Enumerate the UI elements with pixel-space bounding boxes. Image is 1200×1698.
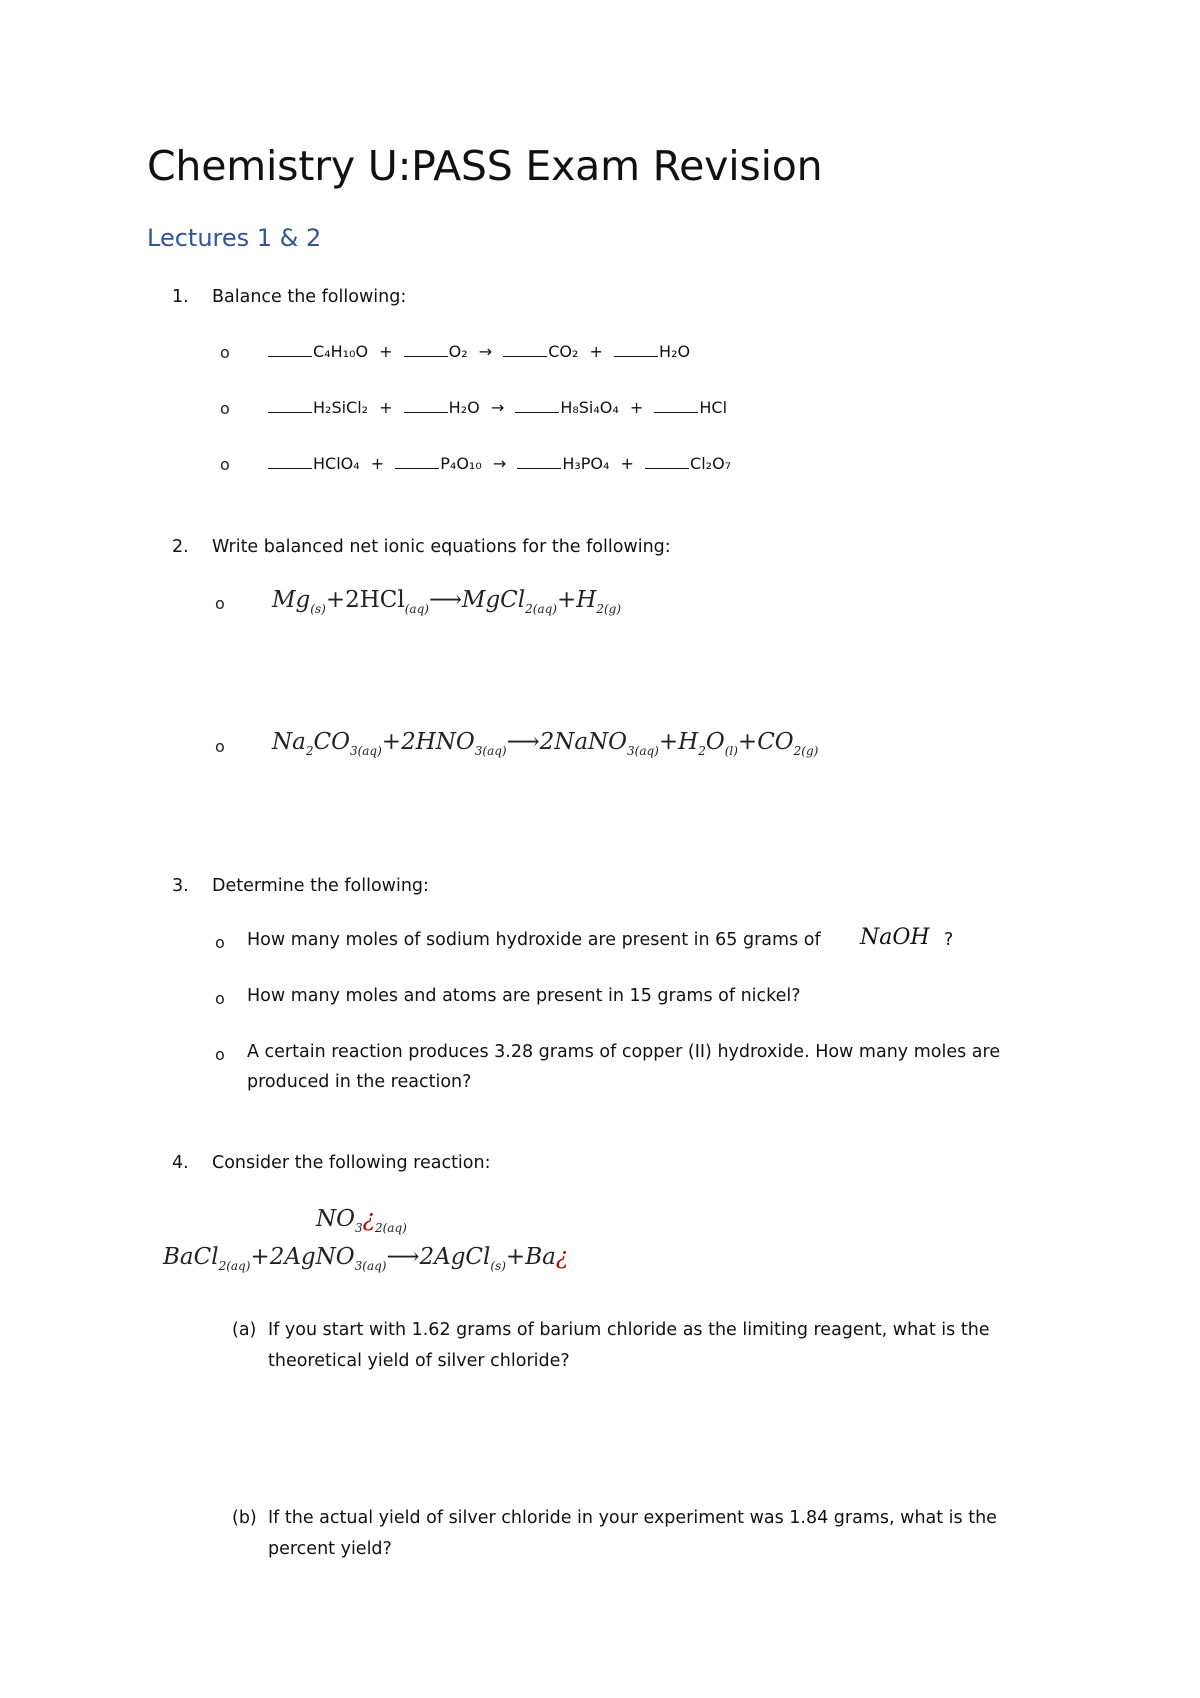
answer-blank[interactable]	[395, 454, 439, 469]
arrow-sign: →	[478, 342, 493, 361]
eq-subscript: 2(g)	[596, 602, 622, 616]
bullet-marker: o	[215, 989, 225, 1008]
eq-subscript: 3(aq)	[627, 744, 659, 758]
naoh-formula: NaOH	[860, 925, 930, 950]
eq-term: Na	[272, 729, 306, 755]
eq-subscript: 2(g)	[793, 744, 819, 758]
eq-term: ¿	[362, 1206, 375, 1232]
question-3-text: Determine the following:	[212, 876, 429, 896]
bullet-marker: o	[220, 455, 230, 474]
eq-term: ⟶MgCl	[428, 587, 526, 613]
part-b-line-1: If the actual yield of silver chloride in your experiment was 1.84 grams, what is the	[268, 1508, 997, 1528]
product: H₂O	[659, 342, 691, 361]
answer-blank[interactable]	[268, 454, 312, 469]
eq-term: O	[705, 729, 725, 755]
product: Cl₂O₇	[690, 454, 732, 473]
reactant: O₂	[448, 342, 468, 361]
eq-subscript: (l)	[724, 744, 738, 758]
question-4-text: Consider the following reaction:	[212, 1153, 491, 1173]
part-b-label: (b)	[232, 1508, 257, 1528]
eq-subscript: (s)	[490, 1259, 506, 1273]
plus-sign: +	[589, 342, 603, 361]
eq-subscript: (aq)	[404, 602, 429, 616]
arrow-sign: →	[492, 454, 507, 473]
question-3-item-3-line-2: produced in the reaction?	[247, 1072, 472, 1092]
reactant: H₂SiCl₂	[313, 398, 369, 417]
eq-subscript: 2	[305, 744, 314, 758]
eq-term: +CO	[737, 729, 794, 755]
eq-subscript: 2(aq)	[218, 1259, 251, 1273]
eq-term: +H	[658, 729, 699, 755]
part-b-line-2: percent yield?	[268, 1539, 392, 1559]
reactant: C₄H₁₀O	[313, 342, 369, 361]
question-4-number: 4.	[172, 1153, 189, 1173]
balance-equation-3	[268, 454, 731, 473]
product: H₈Si₄O₄	[560, 398, 619, 417]
reactant: P₄O₁₀	[440, 454, 482, 473]
question-3-number: 3.	[172, 876, 189, 896]
answer-blank[interactable]	[515, 398, 559, 413]
answer-blank[interactable]	[645, 454, 689, 469]
eq-term: ¿	[555, 1244, 569, 1270]
reaction-equation-main	[163, 1244, 568, 1273]
product: CO₂	[548, 342, 579, 361]
answer-blank[interactable]	[614, 342, 658, 357]
ionic-equation-2	[272, 729, 818, 758]
eq-subscript: 3(aq)	[349, 744, 382, 758]
question-2-number: 2.	[172, 537, 189, 557]
plus-sign: +	[629, 398, 644, 417]
eq-subscript: 2(aq)	[525, 602, 557, 616]
question-3-item-3-line-1: A certain reaction produces 3.28 grams of copper (II) hydroxide. How many moles are	[247, 1042, 1001, 1062]
answer-blank[interactable]	[503, 342, 547, 357]
question-2-text: Write balanced net ionic equations for the following:	[212, 537, 671, 557]
plus-sign: +	[379, 342, 393, 361]
answer-blank[interactable]	[268, 398, 312, 413]
part-a-label: (a)	[232, 1320, 257, 1340]
balance-equation-1	[268, 342, 690, 361]
ionic-equation-1	[272, 587, 621, 616]
eq-term: BaCl	[163, 1244, 219, 1270]
part-a-line-2: theoretical yield of silver chloride?	[268, 1351, 570, 1371]
reaction-equation-top	[316, 1206, 407, 1235]
reactant: H₂O	[448, 398, 480, 417]
eq-term: ⟶2NaNO	[506, 729, 628, 755]
question-3-item-2: How many moles and atoms are present in 15 grams of nickel?	[247, 986, 801, 1006]
question-3-item-1: How many moles of sodium hydroxide are present in 65 grams of	[247, 930, 821, 950]
plus-sign: +	[370, 454, 385, 473]
question-mark: ?	[944, 930, 954, 950]
reactant: HClO₄	[313, 454, 360, 473]
eq-term: Mg	[272, 587, 311, 613]
eq-term: +Ba	[505, 1244, 556, 1270]
plus-sign: +	[379, 398, 393, 417]
bullet-marker: o	[215, 1045, 225, 1064]
product: HCl	[699, 398, 728, 417]
bullet-marker: o	[215, 594, 225, 613]
question-1-number: 1.	[172, 287, 189, 307]
eq-subscript: 3(aq)	[474, 744, 507, 758]
answer-blank[interactable]	[517, 454, 561, 469]
bullet-marker: o	[220, 343, 230, 362]
answer-blank[interactable]	[404, 398, 448, 413]
eq-subscript: 2(aq)	[374, 1221, 407, 1235]
eq-term: +2HCl	[325, 587, 405, 613]
answer-blank[interactable]	[654, 398, 698, 413]
plus-sign: +	[620, 454, 634, 473]
balance-equation-2	[268, 398, 727, 417]
eq-subscript: (s)	[310, 602, 326, 616]
eq-subscript: 3	[354, 1221, 363, 1235]
eq-term: CO	[313, 729, 350, 755]
product: H₃PO₄	[562, 454, 610, 473]
eq-term: +2HNO	[381, 729, 475, 755]
bullet-marker: o	[215, 737, 225, 756]
part-a-line-1: If you start with 1.62 grams of barium chloride as the limiting reagent, what is the	[268, 1320, 990, 1340]
page-title: Chemistry U:PASS Exam Revision	[147, 142, 823, 190]
answer-blank[interactable]	[268, 342, 312, 357]
section-heading: Lectures 1 & 2	[147, 224, 322, 252]
bullet-marker: o	[220, 399, 230, 418]
eq-term: +2AgNO	[250, 1244, 355, 1270]
question-1-text: Balance the following:	[212, 287, 407, 307]
eq-term: +H	[556, 587, 597, 613]
eq-subscript: 2	[698, 744, 706, 758]
bullet-marker: o	[215, 933, 225, 952]
eq-subscript: 3(aq)	[354, 1259, 387, 1273]
eq-term: NO	[316, 1206, 355, 1232]
eq-term: ⟶2AgCl	[386, 1244, 491, 1270]
arrow-sign: →	[490, 398, 505, 417]
answer-blank[interactable]	[404, 342, 448, 357]
